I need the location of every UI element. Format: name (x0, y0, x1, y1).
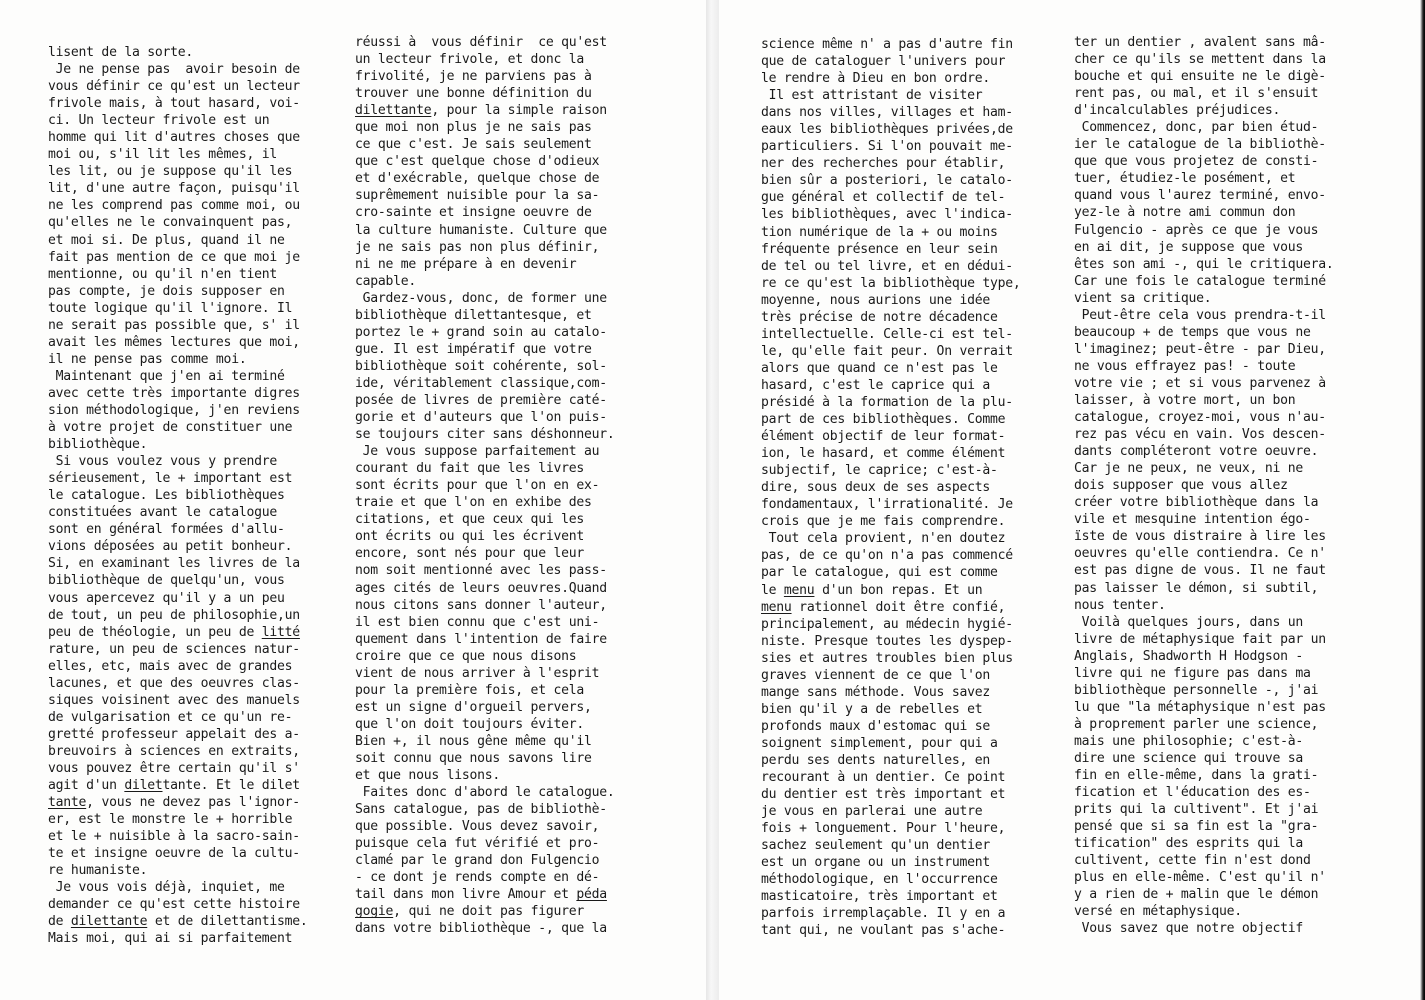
text-line: rez pas vécu en vain. Vos descen- (1074, 427, 1326, 443)
text-line: Anglais, Shadworth H Hodgson - (1074, 648, 1303, 664)
text-line: hasard, c'est le caprice qui a (761, 377, 990, 393)
text-line: tante, vous ne devez pas l'ignor- (48, 795, 300, 811)
text-line: très précise de notre décadence (761, 309, 998, 325)
text-line: Maintenant que j'en ai terminé (48, 368, 285, 384)
text-line: ont écrits ou qui les écrivent (355, 529, 584, 545)
text-line: vions déposées au petit bonheur. (48, 539, 293, 555)
text-line: fois + longuement. Pour l'heure, (761, 821, 1006, 837)
underlined-word: dilet (124, 778, 163, 794)
text-line: mais une philosophie; c'est-à- (1074, 733, 1303, 749)
text-line: lacunes, et que des oeuvres clas- (48, 675, 300, 691)
text-line: plus en elle-même. C'est qu'il n' (1074, 870, 1326, 886)
text-line: je ne sais pas non plus définir, (355, 239, 600, 255)
text-line: lit, d'une autre façon, puisqu'il (48, 181, 300, 197)
text-column-2 (355, 34, 655, 937)
text-line: puisque cela fut vérifié et pro- (355, 836, 600, 852)
text-line: ci. Un lecteur frivole est un (48, 113, 270, 129)
text-line: Peut-être cela vous prendra-t-il (1074, 307, 1326, 323)
text-line: et moi si. De plus, quand il ne (48, 232, 285, 248)
text-line: oeuvres qu'elle contiendra. Ce n' (1074, 546, 1326, 562)
text-line: est un organe ou un instrument (761, 855, 990, 871)
text-line: particuliers. Si l'on pouvait me- (761, 139, 1013, 155)
text-line: dire, sous deux de ses aspects (761, 480, 990, 496)
text-line: les lit, ou je suppose qu'il les (48, 164, 293, 180)
text-line: Voilà quelques jours, dans un (1074, 614, 1303, 630)
text-line: homme qui lit d'autres choses que (48, 130, 300, 146)
underlined-word: dilettante (355, 103, 432, 119)
text-line: créer votre bibliothèque dans la (1074, 495, 1319, 511)
text-line: bouche et qui ensuite ne le digè- (1074, 69, 1326, 85)
text-line: siques voisinent avec des manuels (48, 692, 300, 708)
text-line: tuer, étudiez-le posément, et (1074, 171, 1296, 187)
text-line: et le + nuisible à la sacro-sain- (48, 829, 300, 845)
text-line: les bibliothèques, avec l'indica- (761, 207, 1013, 223)
text-line: Commencez, donc, par bien étud- (1074, 120, 1319, 136)
text-line: livre de métaphysique fait par un (1074, 631, 1326, 647)
left-page (0, 0, 706, 1000)
text-line: Je vous vois déjà, inquiet, me (48, 880, 285, 896)
text-line: niste. Presque toutes les dyspep- (761, 633, 1013, 649)
text-line: fication et l'éducation des es- (1074, 785, 1311, 801)
text-line: dans nos villes, villages et ham- (761, 105, 1013, 121)
text-line: citations, et que ceux qui les (355, 512, 584, 528)
text-line: ages cités de leurs oeuvres.Quand (355, 580, 607, 596)
scan-edge (1420, 0, 1425, 1000)
text-line: principalement, au médecin hygié- (761, 616, 1013, 632)
text-line: et d'exécrable, quelque chose de (355, 171, 600, 187)
text-line: vous pouvez être certain qu'il s' (48, 760, 300, 776)
text-line: dans votre bibliothèque -, que la (355, 921, 607, 937)
text-line: bibliothèque de quelqu'un, vous (48, 573, 285, 589)
text-line: vile et mesquine intention égo- (1074, 512, 1311, 528)
text-line: vient sa critique. (1074, 290, 1212, 306)
text-line: science même n' a pas d'autre fin (761, 37, 1013, 52)
text-line: quand vous l'aurez terminé, envo- (1074, 188, 1326, 204)
text-line: soit connu que nous savons lire (355, 750, 592, 766)
text-line: intellectuelle. Celle-ci est tel- (761, 326, 1013, 342)
text-line: réussi à vous définir ce qu'est (355, 35, 607, 50)
text-line: frivolité, je ne parviens pas à (355, 69, 592, 85)
text-line: peu de théologie, un peu de litté (48, 624, 300, 640)
text-line: pas compte, je dois supposer en (48, 283, 285, 299)
text-line: er, est le monstre le + horrible (48, 812, 293, 828)
text-line: élément objectif de leur format- (761, 429, 1006, 445)
text-line: d'incalculables préjudices. (1074, 103, 1281, 119)
text-line: l'imaginez; peut-être - par Dieu, (1074, 341, 1326, 357)
text-line: gretté professeur appelait des a- (48, 726, 300, 742)
text-line: que l'on doit toujours éviter. (355, 716, 584, 732)
text-line: graves viennent de ce que l'on (761, 667, 990, 683)
text-line: pensé que si sa fin est la "gra- (1074, 819, 1319, 835)
text-line: tant qui, ne voulant pas s'ache- (761, 923, 1006, 939)
text-line: Faites donc d'abord le catalogue. (355, 785, 615, 801)
text-line: masticatoire, très important et (761, 889, 998, 905)
text-line: gue. Il est impératif que votre (355, 341, 592, 357)
text-line: fondamentaux, l'irrationalité. Je (761, 497, 1013, 513)
underlined-word: menu (783, 582, 815, 598)
text-line: est un signe d'orgueil pervers, (355, 699, 592, 715)
text-line: ne serait pas possible que, s' il (48, 317, 300, 333)
text-line: que que vous projetez de consti- (1074, 154, 1319, 170)
text-line: ion, le hasard, et comme élément (761, 446, 1006, 462)
text-line: bibliothèque personnelle -, j'ai (1074, 682, 1319, 698)
text-line: fait pas mention de ce que moi je (48, 249, 300, 265)
text-line: toute logique qu'il l'ignore. Il (48, 300, 293, 316)
text-line: cher ce qu'ils se mettent dans la (1074, 52, 1326, 68)
text-line: ter un dentier , avalent sans mâ- (1074, 35, 1326, 50)
underlined-word: dilettante (70, 914, 148, 930)
text-line: rature, un peu de sciences natur- (48, 641, 300, 657)
text-line: en ai dit, je suppose que vous (1074, 239, 1303, 255)
text-line: encore, sont nés pour que leur (355, 546, 584, 562)
text-line: bibliothèque. (48, 437, 148, 453)
text-line: mentionne, ou qu'il n'en tient (48, 266, 277, 282)
text-line: suprêmement nuisible pour la sa- (355, 188, 600, 204)
text-line: quement dans l'intention de faire (355, 631, 607, 647)
text-line: de vulgarisation et ce qu'un re- (48, 709, 293, 725)
text-line: bibliothèque soit cohérente, sol- (355, 358, 607, 374)
text-line: est pas digne de vous. Il ne faut (1074, 563, 1326, 579)
text-line: sérieusement, le + important est (48, 471, 293, 487)
text-line: que c'est quelque chose d'odieux (355, 154, 600, 170)
text-line: trouver une bonne définition du (355, 86, 592, 102)
text-line: votre vie ; et si vous parvenez à (1074, 375, 1326, 391)
underlined-word: litté (261, 624, 300, 640)
text-column-1 (48, 44, 348, 947)
right-page (719, 0, 1425, 1000)
text-line: moyenne, nous aurions une idée (761, 292, 990, 308)
text-line: méthodologique, en l'occurrence (761, 872, 998, 888)
text-line: agit d'un dilettante. Et le dilet (48, 778, 300, 794)
text-line: le catalogue. Les bibliothèques (48, 488, 285, 504)
text-line: posée de livres de première caté- (355, 392, 607, 408)
text-line: rent pas, ou mal, et il s'ensuit (1074, 86, 1319, 102)
text-line: capable. (355, 273, 417, 289)
text-line: il ne pense pas comme moi. (48, 351, 247, 367)
text-line: fréquente présence en leur sein (761, 241, 998, 257)
text-line: de dilettante et de dilettantisme. (48, 914, 308, 930)
text-line: nous citons sans donner l'auteur, (355, 597, 607, 613)
book-gutter (706, 0, 719, 1000)
text-line: part de ces bibliothèques. Comme (761, 412, 1006, 428)
text-line: tion numérique de la + ou moins (761, 224, 998, 240)
text-line: beaucoup + de temps que vous ne (1074, 324, 1311, 340)
text-line: que moi non plus je ne sais pas (355, 120, 592, 136)
text-line: de tout, un peu de philosophie,un (48, 607, 300, 623)
text-line: ide, véritablement classique,com- (355, 375, 607, 391)
text-line: cultivent, cette fin n'est dond (1074, 853, 1311, 869)
text-line: alors que quand ce n'est pas le (761, 360, 998, 376)
text-line: y a rien de + malin que le démon (1074, 887, 1319, 903)
text-line: par le catalogue, qui est comme (761, 565, 998, 581)
text-line: Sans catalogue, pas de bibliothè- (355, 802, 607, 818)
text-line: perdu ses dents naturelles, en (761, 752, 990, 768)
text-line: Si vous voulez vous y prendre (48, 454, 277, 470)
text-line: breuvoirs à sciences en extraits, (48, 743, 300, 759)
text-line: moi ou, s'il lit les mêmes, il (48, 147, 277, 163)
text-line: yez-le à notre ami commun don (1074, 205, 1296, 221)
text-line: sion méthodologique, j'en reviens (48, 402, 300, 418)
text-line: vous apercevez qu'il y a un peu (48, 590, 285, 606)
text-line: Car je ne peux, ne veux, ni ne (1074, 461, 1303, 477)
text-line: ier le catalogue de la bibliothè- (1074, 137, 1326, 153)
underlined-word: péda (576, 887, 607, 903)
text-line: que de cataloguer l'univers pour (761, 54, 1006, 70)
text-line: re ce qu'est la bibliothèque type, (761, 275, 1021, 291)
text-line: lisent de la sorte. (48, 45, 194, 60)
text-line: nom soit mentionné avec les pass- (355, 563, 607, 579)
text-line: dilettante, pour la simple raison (355, 103, 607, 119)
text-line: du dentier est très important et (761, 787, 1006, 803)
text-line: Il est attristant de visiter (761, 88, 983, 104)
text-line: fin en elle-même, dans la grati- (1074, 768, 1319, 784)
text-line: gue général et collectif de tel- (761, 190, 1006, 206)
text-line: dants compléteront votre oeuvre. (1074, 444, 1319, 460)
text-line: ne vous effrayez pas! - toute (1074, 358, 1296, 374)
text-line: tail dans mon livre Amour et péda (355, 887, 607, 903)
text-line: laisser, à votre mort, un bon (1074, 392, 1296, 408)
text-line: gogie, qui ne doit pas figurer (355, 904, 584, 920)
text-line: un lecteur frivole, et donc la (355, 52, 584, 68)
text-line: et que nous lisons. (355, 768, 501, 784)
text-line: pas laisser le démon, si subtil, (1074, 580, 1319, 596)
text-line: - ce dont je rends compte en dé- (355, 870, 600, 886)
text-line: de tel ou tel livre, et en dédui- (761, 258, 1013, 274)
text-line: qu'elles ne le convainquent pas, (48, 215, 293, 231)
text-line: parfois irremplaçable. Il y en a (761, 906, 1006, 922)
text-line: pour la première fois, et cela (355, 682, 584, 698)
text-line: Car une fois le catalogue terminé (1074, 273, 1326, 289)
text-line: Mais moi, qui ai si parfaitement (48, 931, 293, 947)
text-line: traie et que l'on en exhibe des (355, 495, 592, 511)
text-line: dire une science qui trouve sa (1074, 750, 1303, 766)
text-column-4 (1074, 34, 1374, 937)
text-line: le menu d'un bon repas. Et un (761, 582, 983, 598)
text-line: ce que c'est. Je sais seulement (355, 137, 592, 153)
text-line: que possible. Vous devez savoir, (355, 819, 600, 835)
text-line: nous tenter. (1074, 597, 1166, 613)
text-line: vient de nous arriver à l'esprit (355, 665, 600, 681)
text-line: êtes son ami -, qui le critiquera. (1074, 256, 1334, 272)
text-line: présidé à la formation de la plu- (761, 394, 1013, 410)
text-line: Bien +, il nous gêne même qu'il (355, 733, 592, 749)
text-line: à votre projet de constituer une (48, 420, 293, 436)
text-line: crois que je me fais comprendre. (761, 514, 1006, 530)
text-line: recourant à un dentier. Ce point (761, 770, 1006, 786)
text-line: Je vous suppose parfaitement au (355, 444, 600, 460)
text-line: ïste de vous distraire à lire les (1074, 529, 1326, 545)
text-line: avait les mêmes lectures que moi, (48, 334, 300, 350)
text-line: le rendre à Dieu en bon ordre. (761, 71, 990, 87)
text-line: cro-sainte et insigne oeuvre de (355, 205, 592, 221)
text-line: menu rationnel doit être confié, (761, 599, 1006, 615)
underlined-word: menu (761, 599, 792, 615)
text-line: vous définir ce qu'est un lecteur (48, 79, 300, 95)
text-line: eaux les bibliothèques privées,de (761, 122, 1013, 138)
text-line: le, qu'elle fait peur. On verrait (761, 343, 1013, 359)
text-line: sachez seulement qu'un dentier (761, 838, 990, 854)
text-column-3 (761, 36, 1061, 939)
text-line: catalogue, croyez-moi, vous n'au- (1074, 410, 1326, 426)
text-line: Fulgencio - après ce que je vous (1074, 222, 1319, 238)
text-line: profonds maux d'estomac qui se (761, 718, 990, 734)
text-line: constituées avant le catalogue (48, 505, 277, 521)
text-line: se toujours citer sans déshonneur. (355, 427, 615, 443)
text-line: frivole mais, à tout hasard, voi- (48, 96, 300, 112)
text-line: prits qui la cultivent". Et j'ai (1074, 802, 1319, 818)
text-line: Tout cela provient, n'en doutez (761, 531, 1006, 547)
underlined-word: tante (48, 795, 87, 811)
text-line: bien qu'il y a de rebelles et (761, 701, 983, 717)
text-line: Je ne pense pas avoir besoin de (48, 62, 300, 78)
text-line: il est bien connu que c'est uni- (355, 614, 600, 630)
text-line: demander ce qu'est cette histoire (48, 897, 300, 913)
text-line: Vous savez que notre objectif (1074, 921, 1303, 937)
text-line: je vous en parlerai une autre (761, 804, 983, 820)
text-line: sies et autres troubles bien plus (761, 650, 1013, 666)
text-line: ne les comprend pas comme moi, ou (48, 198, 300, 214)
text-line: bibliothèque dilettantesque, et (355, 307, 592, 323)
text-line: mange sans méthode. Vous savez (761, 684, 990, 700)
text-line: Si, en examinant les livres de la (48, 556, 300, 572)
text-line: gorie et d'auteurs que l'on puis- (355, 410, 607, 426)
underlined-word: gogie (355, 904, 394, 920)
text-line: Gardez-vous, donc, de former une (355, 290, 607, 306)
text-line: ner des recherches pour établir, (761, 156, 1006, 172)
text-line: te et insigne oeuvre de la cultu- (48, 846, 300, 862)
text-line: sont écrits pour que l'on en ex- (355, 478, 600, 494)
text-line: dois supposer que vous allez (1074, 478, 1288, 494)
text-line: livre qui ne figure pas dans ma (1074, 665, 1311, 681)
text-line: clamé par le grand don Fulgencio (355, 853, 600, 869)
text-line: lu que "la métaphysique n'est pas (1074, 699, 1326, 715)
text-line: soignent simplement, pour qui a (761, 735, 998, 751)
text-line: portez le + grand soin au catalo- (355, 324, 607, 340)
text-line: courant du fait que les livres (355, 461, 584, 477)
text-line: tification" des esprits qui la (1074, 836, 1303, 852)
text-line: avec cette très importante digres (48, 385, 300, 401)
text-line: versé en métaphysique. (1074, 904, 1242, 920)
text-line: la culture humaniste. Culture que (355, 222, 607, 238)
text-line: subjectif, le caprice; c'est-à- (761, 463, 998, 479)
text-line: re humaniste. (48, 863, 148, 879)
text-line: sont en général formées d'allu- (48, 522, 285, 538)
text-line: croire que ce que nous disons (355, 648, 577, 664)
text-line: elles, etc, mais avec de grandes (48, 658, 293, 674)
text-line: ni ne me prépare à en devenir (355, 256, 577, 272)
text-line: à proprement parler une science, (1074, 716, 1319, 732)
text-line: pas, de ce qu'on n'a pas commencé (761, 548, 1013, 564)
text-line: bien sûr a posteriori, le catalo- (761, 173, 1013, 189)
